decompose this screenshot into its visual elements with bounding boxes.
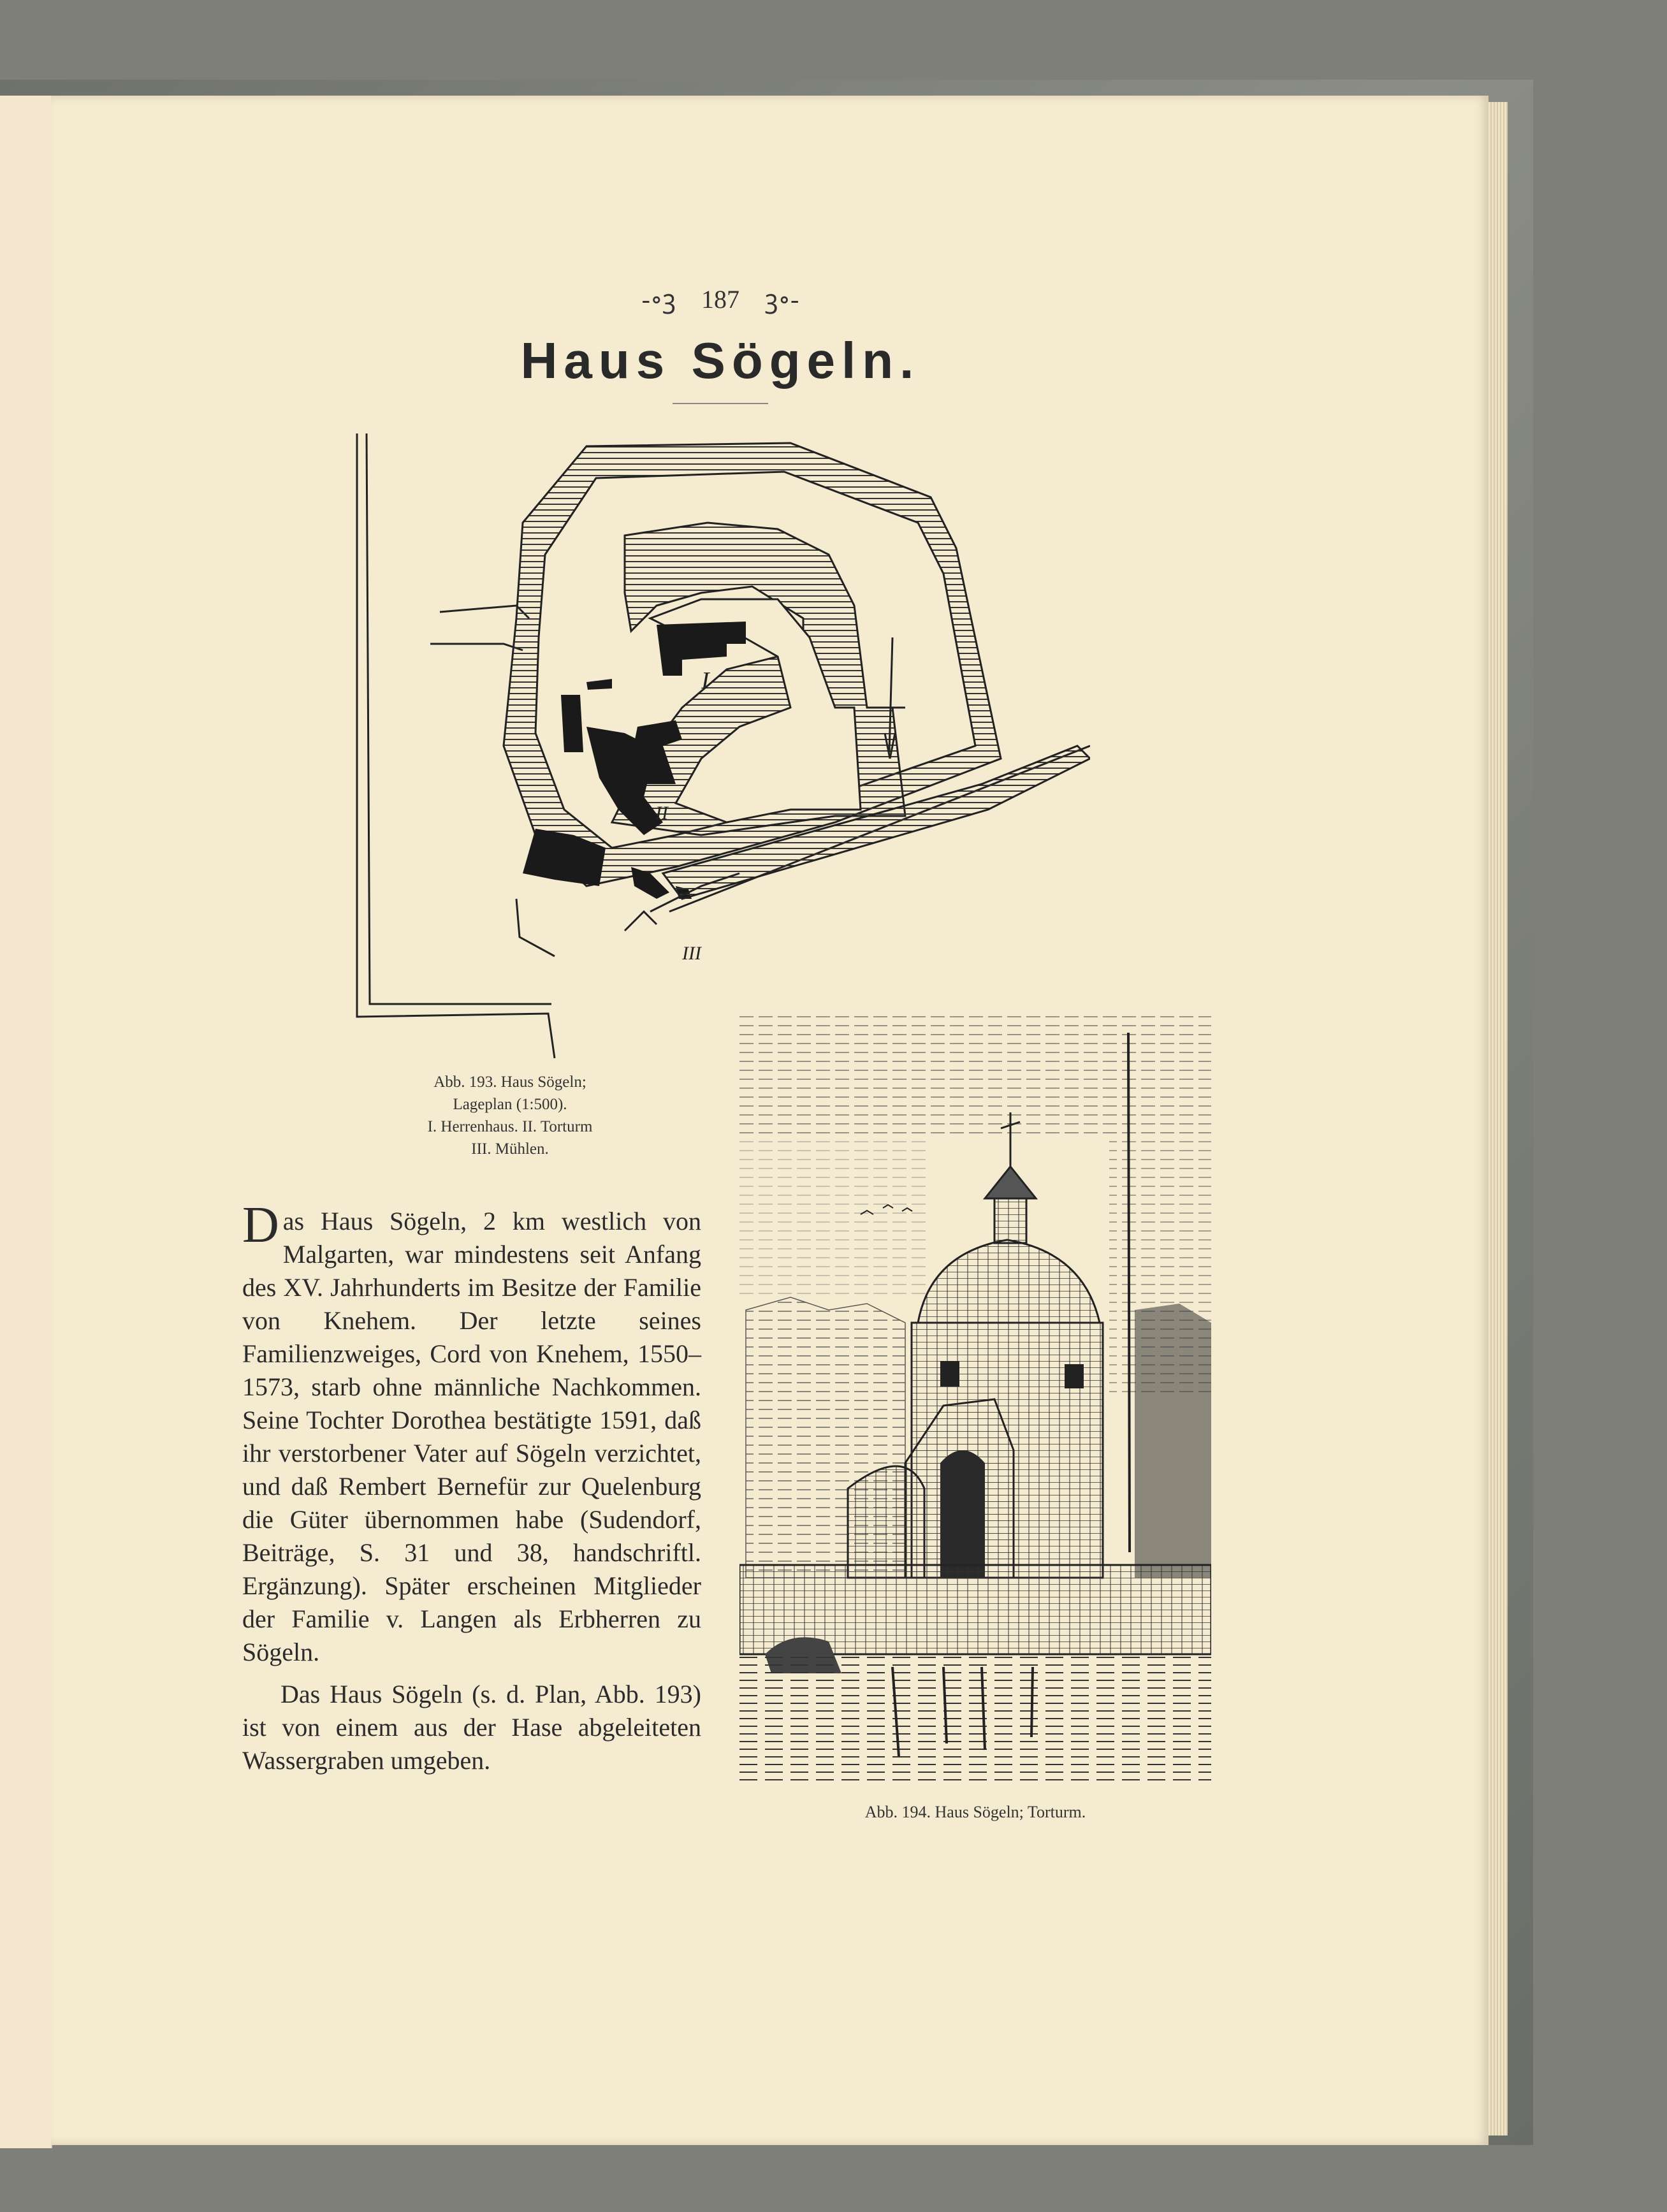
header-ornament-right: ꝫ∘- (765, 285, 799, 314)
header-ornament-left: -∘ꝫ (641, 285, 676, 314)
page-stack-edge (1489, 102, 1508, 2136)
caption-line: Lageplan (1:500). (453, 1096, 567, 1113)
caption-line: I. Herrenhaus. II. Torturm (427, 1118, 593, 1135)
drop-cap: D (242, 1197, 279, 1253)
page-header (625, 280, 816, 316)
paragraph-2: Das Haus Sögeln (s. d. Plan, Abb. 193) ist von einem aus der Hase abgeleiteten Wassergraben umgeben. (242, 1680, 701, 1775)
page-number: 187 (701, 285, 739, 314)
facing-page-edge (0, 96, 52, 2148)
title-rule (673, 403, 768, 404)
site-plan-figure (344, 427, 1090, 1065)
label-herrenhaus: I (701, 667, 710, 694)
figure-194-caption: Abb. 194. Haus Sögeln; Torturm. (864, 1803, 1086, 1821)
label-torturm: II (655, 803, 668, 824)
paragraph-1-text: as Haus Sögeln, 2 km westlich von Malgarten, war mindestens seit Anfang des XV. Jahrhunderts im Besitze der Familie von Knehem. Der letzte seines Familienzweiges, Cord von Knehem, 1550–1573, starb ohne männliche Nachkommen. Seine Tochter Dorothea bestätigte 1591, daß ihr verstorbener Vater auf Sögeln verzichtet, und daß Rembert Bernefür zur Quelenburg die Güter übernommen habe (Sudendorf, Beiträge, S. 31 und 38, handschriftl. Ergänzung). Später erscheinen Mitglieder der Familie v. Langen als Erbherren zu Sögeln. (242, 1207, 701, 1666)
body-text (242, 1197, 701, 1777)
label-muehlen: III (682, 943, 701, 964)
paragraph-1 (242, 1197, 701, 1669)
figure-193-caption (344, 1071, 676, 1160)
page-title: Haus Sögeln. (520, 332, 921, 389)
caption-line: III. Mühlen. (471, 1140, 549, 1158)
caption-line: Abb. 193. Haus Sögeln; (433, 1073, 586, 1091)
torturm-drawing (739, 1004, 1211, 1788)
